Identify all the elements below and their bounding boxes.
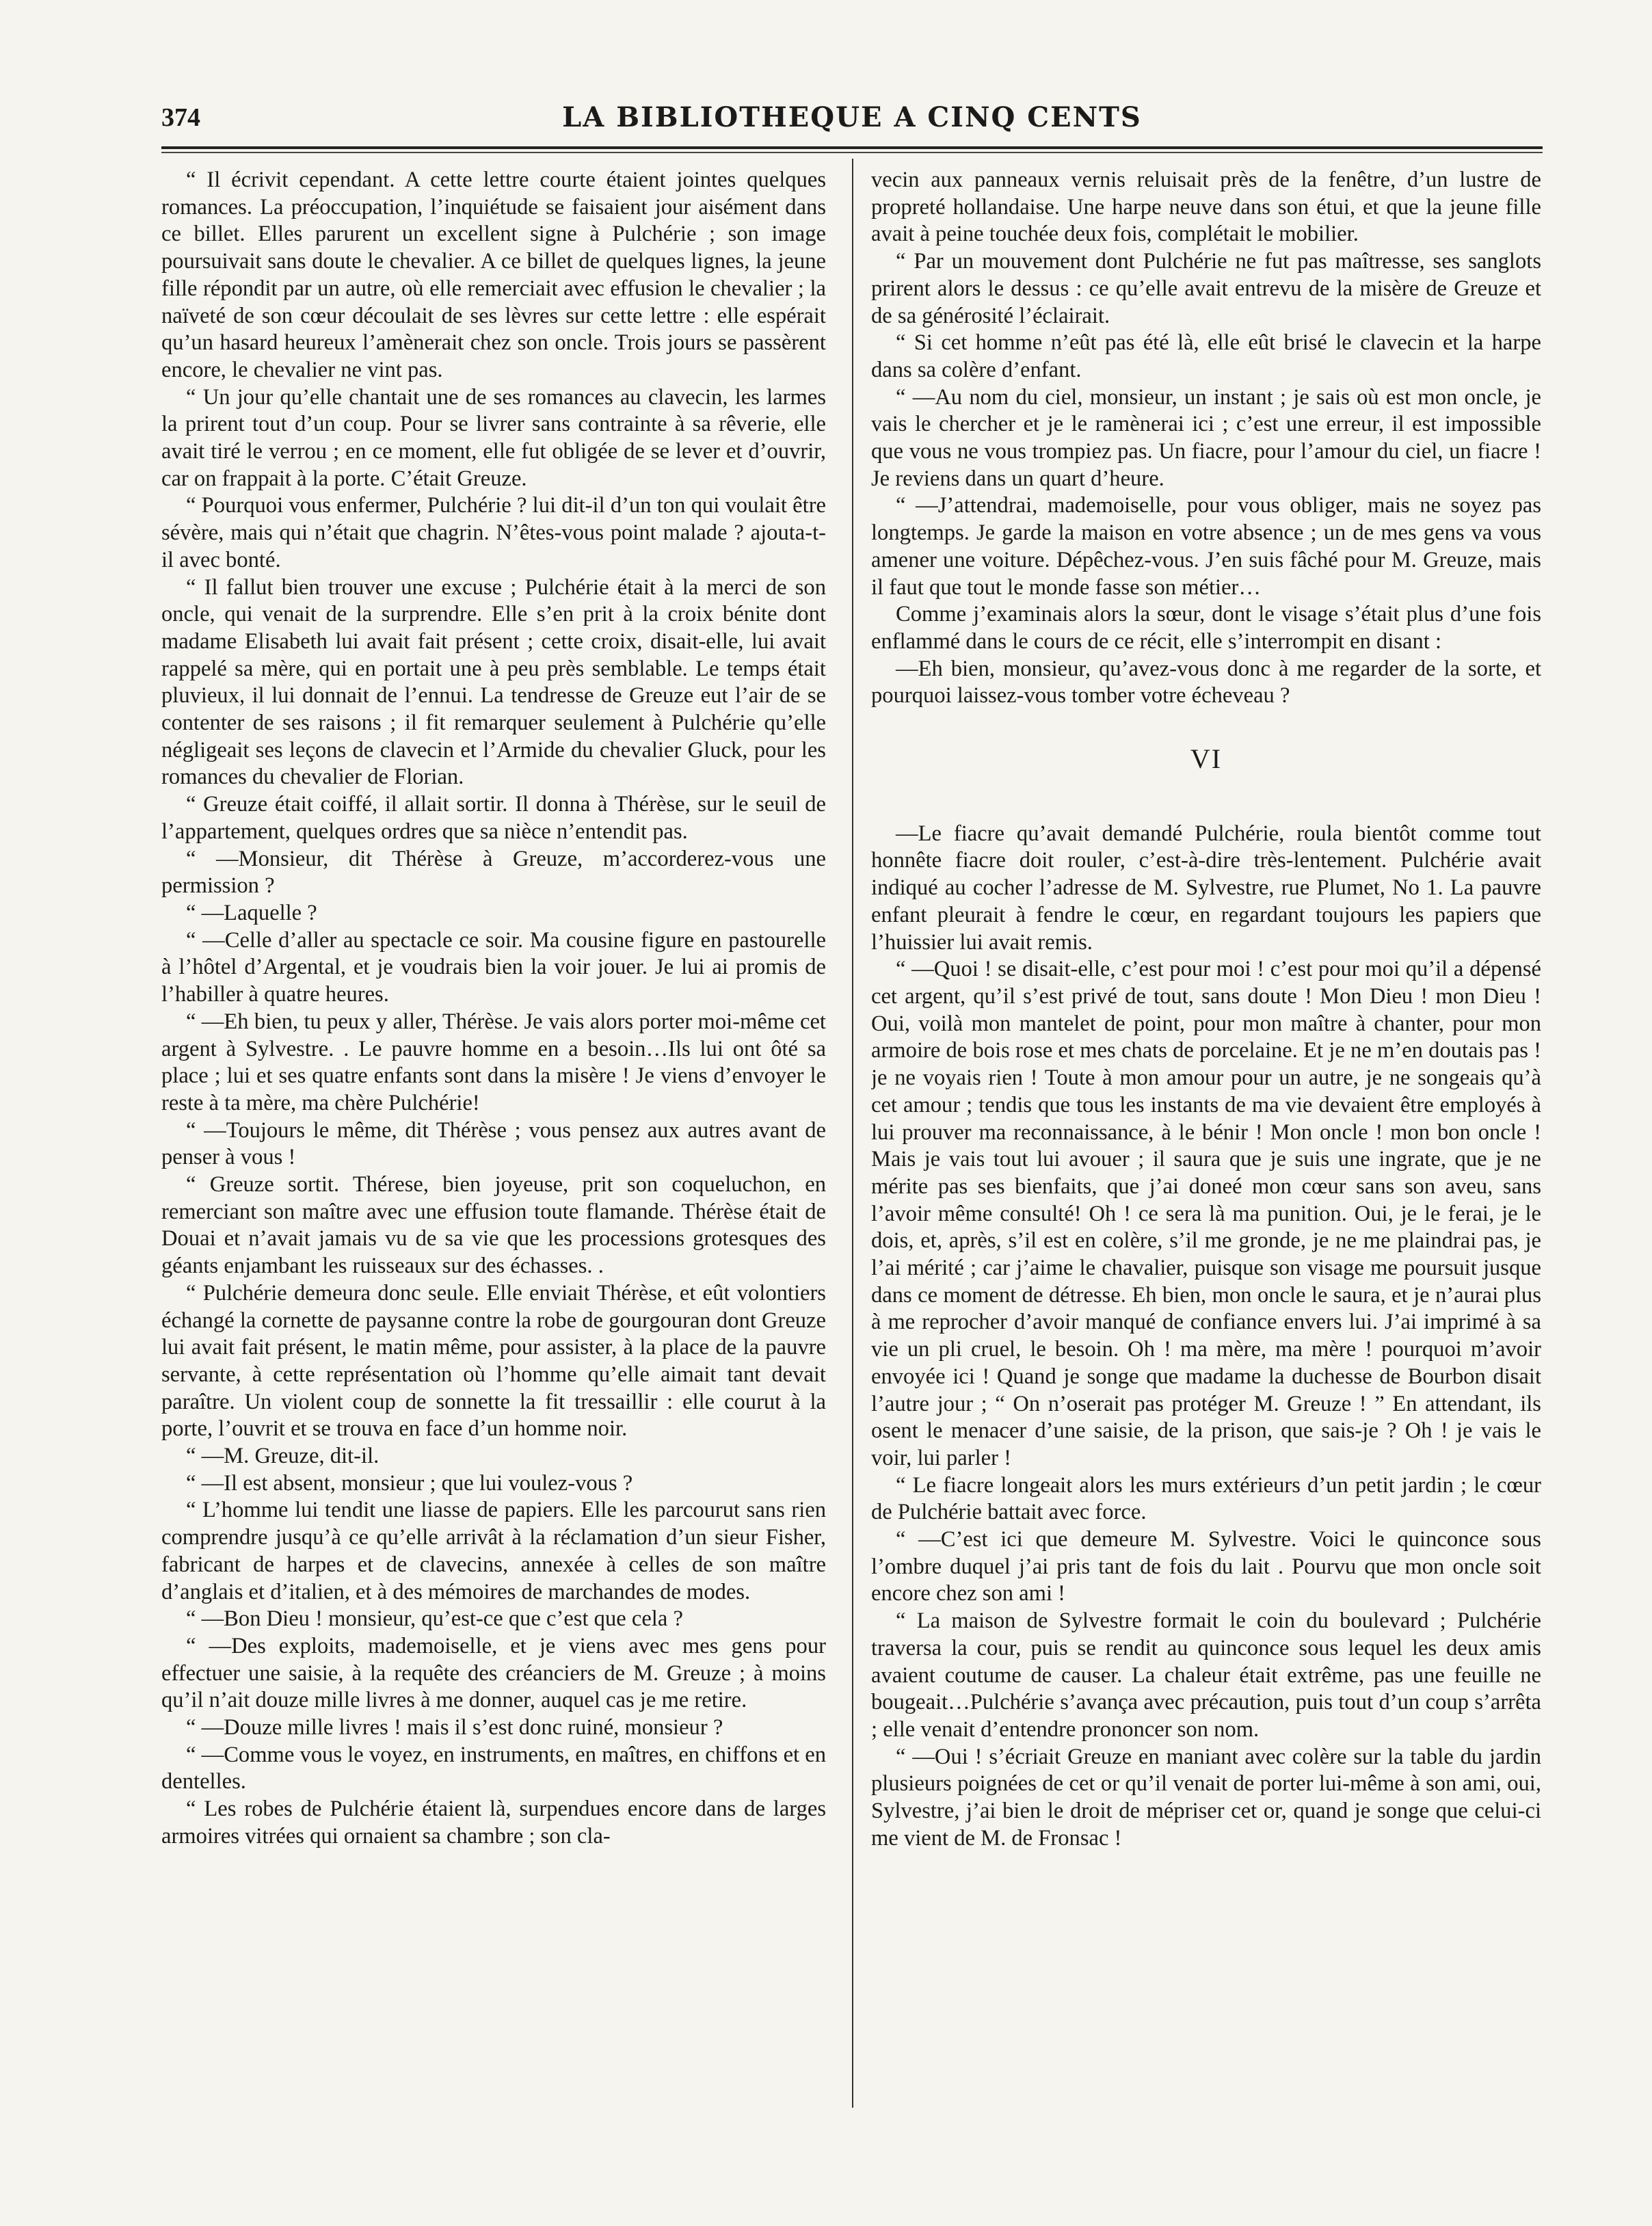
page-number: 374 (161, 103, 200, 132)
paragraph: —Le fiacre qu’avait demandé Pulchérie, roula bientôt comme tout honnête fiacre doit rouler, c’est-à-dire très-lentement. Pulchérie avait indiqué au cocher l’adresse de M. Sylvestre, rue Plumet, No 1. La pauvre enfant pleurait à fendre le cœur, en regardant toujours les papiers que l’huissier lui avait remis. (871, 821, 1541, 955)
paragraph: “ L’homme lui tendit une liasse de papiers. Elle les parcourut sans rien comprendre jusqu’à ce qu’elle arrivât à la réclamation d’un sieur Fisher, fabricant de harpes et de clavecins, annexée à celles de son maître d’anglais et d’italien, et à des mémoires de marchandes de modes. (161, 1498, 826, 1604)
paragraph: “ Un jour qu’elle chantait une de ses romances au clavecin, les larmes la prirent tout d’un coup. Pour se livrer sans contrainte à sa rêverie, elle avait tiré le verrou ; en ce moment, elle fut obligée de se lever et d’ouvrir, car on frappait à la porte. C’était Greuze. (161, 384, 826, 491)
right-column (871, 167, 1541, 2102)
paragraph: “ —Monsieur, dit Thérèse à Greuze, m’accorderez-vous une permission ? (161, 846, 826, 899)
paragraph: “ —C’est ici que demeure M. Sylvestre. Voici le quinconce sous l’ombre duquel j’ai pris tant de fois du lait . Pourvu que mon oncle soit encore chez son ami ! (871, 1527, 1541, 1606)
running-title: LA BIBLIOTHEQUE A CINQ CENTS (562, 101, 1142, 133)
paragraph: “ Si cet homme n’eût pas été là, elle eût brisé le clavecin et la harpe dans sa colère d’enfant. (871, 330, 1541, 382)
paragraph: —Eh bien, monsieur, qu’avez-vous donc à me regarder de la sorte, et pourquoi laissez-vous tomber votre écheveau ? (871, 656, 1541, 708)
paragraph: “ —Quoi ! se disait-elle, c’est pour moi ! c’est pour moi qu’il a dépensé cet argent, qu’il s’est privé de tout, sans doute ! Mon Dieu ! mon Dieu ! Oui, voilà mon mantelet de point, pour mon maître à chanter, pour mon armoire de bois rose et mes chats de porcelaine. Et je ne m’en doutais pas ! je ne voyais rien ! Toute à mon amour pour un autre, je ne songeais qu’à cet amour ; tendis que tous les instants de ma vie devaient être employés à lui prouver ma reconnaissance, à le bénir ! Mon oncle ! mon bon oncle ! Mais je vais tout lui avouer ; il saura que je suis une ingrate, que je ne mérite pas ses bienfaits, que j’ai doneé mon cœur sans son aveu, sans l’avoir même consulté! Oh ! ce sera là ma punition. Oui, je le ferai, je le dois, et, après, s’il est en colère, s’il me gronde, je ne me plaindrai pas, je l’ai mérité ; car j’aime le chavalier, puisque son visage me poursuit jusque dans ce moment de détresse. Eh bien, mon oncle le saura, et je n’aurai plus à me reprocher d’avoir manqué de confiance envers lui. J’ai imprimé à sa vie un pli cruel, le besoin. Oh ! ma mère, ma mère ! pourquoi m’avoir envoyée ici ! Quand je songe que madame la duchesse de Bourbon disait l’autre jour ; “ On n’oserait pas protéger M. Greuze ! ” En attendant, ils osent le menacer d’une saisie, de la prison, que sais-je ? Oh ! je vais le voir, lui parler ! (871, 957, 1541, 1470)
paragraph: “ Greuze était coiffé, il allait sortir. Il donna à Thérèse, sur le seuil de l’appartement, quelques ordres que sa nièce n’entendit pas. (161, 792, 826, 844)
page-header (161, 94, 1543, 142)
paragraph: “ —Douze mille livres ! mais il s’est donc ruiné, monsieur ? (186, 1715, 723, 1740)
paragraph: “ Pourquoi vous enfermer, Pulchérie ? lui dit-il d’un ton qui voulait être sévère, mais qui n’était que chagrin. N’êtes-vous point malade ? ajouta-t-il avec bonté. (161, 493, 826, 572)
left-column (161, 167, 826, 2102)
paragraph: “ Il écrivit cependant. A cette lettre courte étaient jointes quelques romances. La préoccupation, l’inquiétude se faisaient jour aisément dans ce billet. Elles parurent un excellent signe à Pulchérie ; son image poursuivait sans doute le chevalier. A ce billet de quelques lignes, la jeune fille répondit par un autre, où elle remerciait avec effusion le chevalier ; la naïveté de son cœur découlait de ses lèvres sur cette lettre : elle espérait qu’un hasard heureux l’amènerait chez son oncle. Trois jours se passèrent encore, le chevalier ne vint pas. (161, 168, 826, 382)
paragraph: “ —Comme vous le voyez, en instruments, en maîtres, en chiffons et en dentelles. (161, 1742, 826, 1794)
header-rule-thick (161, 146, 1543, 149)
paragraph: “ —Des exploits, mademoiselle, et je viens avec mes gens pour effectuer une saisie, à la requête des créanciers de M. Greuze ; à moins qu’il n’ait douze mille livres à me donner, auquel cas je me retire. (161, 1633, 826, 1713)
paragraph: “ Le fiacre longeait alors les murs extérieurs d’un petit jardin ; le cœur de Pulchérie battait avec force. (871, 1472, 1541, 1525)
column-divider (852, 159, 853, 2108)
paragraph: “ Greuze sortit. Thérese, bien joyeuse, prit son coqueluchon, en remerciant son maître avec une effusion toute flamande. Thérèse était de Douai et n’avait jamais vu de sa vie que les processions grotesques des géants enjambant les ruisseaux sur des échasses. . (161, 1172, 826, 1279)
paragraph: “ Par un mouvement dont Pulchérie ne fut pas maîtresse, ses sanglots prirent alors le dessus : ce qu’elle avait entrevu de la misère de Greuze et de sa générosité l’éclairait. (871, 249, 1541, 328)
paragraph: “ Les robes de Pulchérie étaient là, surpendues encore dans de larges armoires vitrées qui ornaient sa chambre ; son cla- (161, 1797, 826, 1849)
paragraph: “ Il fallut bien trouver une excuse ; Pulchérie était à la merci de son oncle, qui venait de la surprendre. Elle s’en prit à la croix bénite dont madame Elisabeth lui avait fait présent ; cette croix, disait-elle, lui avait rappelé sa mère, qui en portait une à peu près semblable. Le temps était pluvieux, il lui donnait de l’ennui. La tendresse de Greuze eut l’air de se contenter de ses raisons ; il fit remarquer seulement à Pulchérie qu’elle négligeait ses leçons de clavecin et l’Armide du chevalier Gluck, pour les romances du chevalier de Florian. (161, 574, 826, 790)
paragraph: “ Pulchérie demeura donc seule. Elle enviait Thérèse, et eût volontiers échangé la cornette de paysanne contre la robe de gourgouran dont Greuze lui avait fait présent, le matin même, pour assister, à la place de la pauvre servante, à cette représentation où l’homme qu’elle aimait tant devait paraître. Un violent coup de sonnette la fit tressaillir : elle courut à la porte, l’ouvrit et se trouva en face d’un homme noir. (161, 1280, 826, 1442)
paragraph: Comme j’examinais alors la sœur, dont le visage s’était plus d’une fois enflammé dans le cours de ce récit, elle s’interrompit en disant : (871, 602, 1541, 654)
paragraph: “ La maison de Sylvestre formait le coin du boulevard ; Pulchérie traversa la cour, puis se rendit au quinconce sous lequel les deux amis avaient coutume de causer. La chaleur était extrême, pas une feuille ne bougeait…Pulchérie s’avança avec précaution, puis tout d’un coup s’arrêta ; elle venait d’entendre prononcer son nom. (871, 1608, 1541, 1742)
paragraph: “ —Eh bien, tu peux y aller, Thérèse. Je vais alors porter moi-même cet argent à Sylvestre. . Le pauvre homme en a besoin…Ils lui ont ôté sa place ; lui et ses quatre enfants sont dans la misère ! Je viens d’envoyer le reste à ta mère, ma chère Pulchérie! (161, 1009, 826, 1115)
paragraph: “ —J’attendrai, mademoiselle, pour vous obliger, mais ne soyez pas longtemps. Je garde la maison en votre absence ; un de mes gens va vous amener une voiture. Dépêchez-vous. J’en suis fâché pour M. Greuze, mais il faut que tout le monde fasse son métier… (871, 493, 1541, 600)
paragraph: “ —Bon Dieu ! monsieur, qu’est-ce que c’est que cela ? (186, 1606, 683, 1632)
paragraph: “ —M. Greuze, dit-il. (186, 1444, 379, 1469)
paragraph: “ —Toujours le même, dit Thérèse ; vous pensez aux autres avant de penser à vous ! (161, 1117, 826, 1170)
paragraph: “ —Oui ! s’écriait Greuze en maniant avec colère sur la table du jardin plusieurs poignées de cet or qu’il venait de porter lui-même à son ami, oui, Sylvestre, j’ai bien le droit de mépriser cet or, quand je songe que celui-ci me vient de M. de Fronsac ! (871, 1744, 1541, 1851)
paragraph: “ —Celle d’aller au spectacle ce soir. Ma cousine figure en pastourelle à l’hôtel d’Argental, et je voudrais bien la voir jouer. Je lui ai promis de l’habiller à quatre heures. (161, 927, 826, 1007)
paragraph: “ —Il est absent, monsieur ; que lui voulez-vous ? (186, 1470, 633, 1496)
header-rule-thin (161, 152, 1543, 153)
paragraph: “ —Au nom du ciel, monsieur, un instant ; je sais où est mon oncle, je vais le chercher et je le ramènerai ici ; c’est une erreur, il est impossible que vous ne vous trompiez pas. Un fiacre, pour l’amour du ciel, un fiacre ! Je reviens dans un quart d’heure. (871, 384, 1541, 491)
paragraph: “ —Laquelle ? (186, 900, 317, 925)
paragraph: vecin aux panneaux vernis reluisait près de la fenêtre, d’un lustre de propreté hollandaise. Une harpe neuve dans son étui, et que la jeune fille avait à peine touchée deux fois, complétait le mobilier. (871, 168, 1541, 247)
section-heading: VI (1190, 743, 1223, 775)
